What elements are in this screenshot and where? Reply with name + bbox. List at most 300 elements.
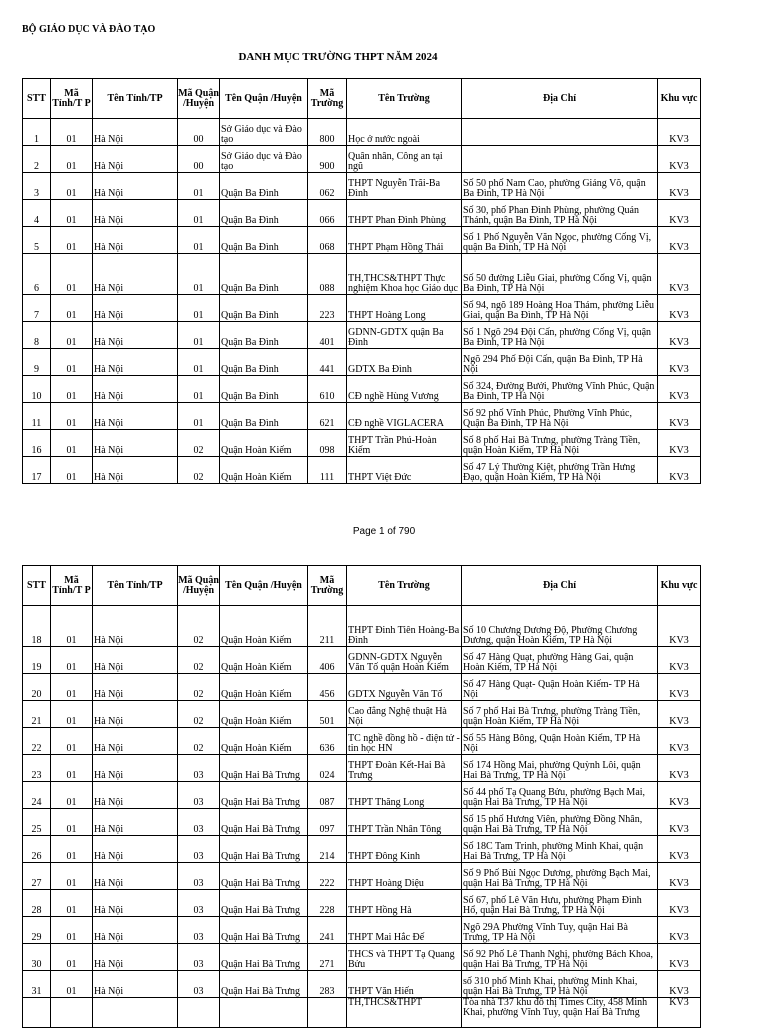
- cell-province-name: Hà Nội: [93, 809, 178, 836]
- cell-stt: 3: [23, 173, 51, 200]
- cell-school-code: 068: [308, 227, 347, 254]
- cell-district-code: 01: [178, 322, 220, 349]
- cell-district-name: Quận Ba Đình: [220, 254, 308, 295]
- cell-district-name: Quận Hoàn Kiếm: [220, 430, 308, 457]
- cell-stt: 22: [23, 728, 51, 755]
- cell-province-code: 01: [51, 173, 93, 200]
- cell-district-code: 03: [178, 755, 220, 782]
- cell-province-name: Hà Nội: [93, 146, 178, 173]
- cell-school-name: THPT Trần Phú-Hoàn Kiếm: [347, 430, 462, 457]
- cell-district-code: 01: [178, 403, 220, 430]
- cell-province-name: Hà Nội: [93, 295, 178, 322]
- cell-stt: 11: [23, 403, 51, 430]
- header-province-code: Mã Tỉnh/T P: [51, 79, 93, 119]
- cell-province-name: Hà Nội: [93, 944, 178, 971]
- cell-region: KV3: [658, 971, 701, 998]
- cell-school-name: THPT Thăng Long: [347, 782, 462, 809]
- cell-district-code: 02: [178, 457, 220, 484]
- header-school-code: Mã Trường: [308, 566, 347, 606]
- cell-stt: 20: [23, 674, 51, 701]
- cell-province-code: 01: [51, 457, 93, 484]
- table-row: [23, 119, 701, 146]
- cell-region: KV3: [658, 403, 701, 430]
- cell-province-code: 01: [51, 863, 93, 890]
- cell-district-name: Quận Hai Bà Trưng: [220, 782, 308, 809]
- cell-stt: 26: [23, 836, 51, 863]
- cell-school-code: 214: [308, 836, 347, 863]
- cell-region: KV3: [658, 998, 701, 1028]
- cell-province-name: Hà Nội: [93, 647, 178, 674]
- cell-school-name: Học ở nước ngoài: [347, 119, 462, 146]
- cell-stt: 5: [23, 227, 51, 254]
- cell-school-name: THPT Phạm Hồng Thái: [347, 227, 462, 254]
- cell-address: Số 47 Hàng Quạt- Quận Hoàn Kiếm- TP Hà Nội: [462, 674, 658, 701]
- cell-province-name: Hà Nội: [93, 890, 178, 917]
- cell-region: KV3: [658, 254, 701, 295]
- cell-province-code: 01: [51, 917, 93, 944]
- table-header-row: [23, 79, 701, 119]
- cell-school-name: TH,THCS&THPT Thực nghiệm Khoa học Giáo dục: [347, 254, 462, 295]
- cell-school-name: THPT Văn Hiến: [347, 971, 462, 998]
- table-row: [23, 200, 701, 227]
- cell-province-code: 01: [51, 119, 93, 146]
- cell-school-code: 097: [308, 809, 347, 836]
- cell-stt: 8: [23, 322, 51, 349]
- cell-province-name: Hà Nội: [93, 606, 178, 647]
- document-title: DANH MỤC TRƯỜNG THPT NĂM 2024: [238, 51, 438, 63]
- cell-address: Số 67, phố Lê Văn Hưu, phường Phạm Đình Hổ, quận Hai Bà Trưng, TP Hà Nội: [462, 890, 658, 917]
- cell-province-name: Hà Nội: [93, 917, 178, 944]
- cell-stt: 7: [23, 295, 51, 322]
- organization-name: BỘ GIÁO DỤC VÀ ĐÀO TẠO: [22, 24, 156, 35]
- header-province-name: Tên Tỉnh/TP: [93, 566, 178, 606]
- cell-school-name: THPT Nguyễn Trãi-Ba Đình: [347, 173, 462, 200]
- cell-district-name: Quận Hoàn Kiếm: [220, 674, 308, 701]
- table-row: [23, 376, 701, 403]
- cell-school-code: 441: [308, 349, 347, 376]
- header-address: Địa Chỉ: [462, 79, 658, 119]
- cell-school-code: 024: [308, 755, 347, 782]
- cell-address: Số 94, ngõ 189 Hoàng Hoa Thám, phường Liễu Giai, quận Ba Đình, TP Hà Nội: [462, 295, 658, 322]
- cell-region: KV3: [658, 890, 701, 917]
- cell-province-name: Hà Nội: [93, 430, 178, 457]
- cell-address: Số 1 Phố Nguyễn Văn Ngọc, phường Cống Vị, quận Ba Đình, TP Hà Nội: [462, 227, 658, 254]
- cell-district-name: Quận Hai Bà Trưng: [220, 917, 308, 944]
- cell-address: Số 92 Phố Lê Thanh Nghị, phường Bách Khoa, quận Hai Bà Trưng, TP Hà Nội: [462, 944, 658, 971]
- cell-region: KV3: [658, 322, 701, 349]
- cell-school-code: 636: [308, 728, 347, 755]
- table-row: [23, 606, 701, 647]
- cell-province-name: Hà Nội: [93, 755, 178, 782]
- cell-district-name: Quận Hai Bà Trưng: [220, 836, 308, 863]
- cell-province-name: Hà Nội: [93, 863, 178, 890]
- cell-school-name: THCS và THPT Tạ Quang Bửu: [347, 944, 462, 971]
- cell-province-code: 01: [51, 430, 93, 457]
- cell-region: KV3: [658, 200, 701, 227]
- cell-province-code: 01: [51, 227, 93, 254]
- cell-province-name: Hà Nội: [93, 971, 178, 998]
- cell-stt: 18: [23, 606, 51, 647]
- table-row: [23, 146, 701, 173]
- cell-address: Số 50 đường Liễu Giai, phường Cống Vị, quận Ba Đình, TP Hà Nội: [462, 254, 658, 295]
- table-row: [23, 403, 701, 430]
- table-row: [23, 863, 701, 890]
- header-address: Địa Chỉ: [462, 566, 658, 606]
- table-row: [23, 647, 701, 674]
- cell-province-code: 01: [51, 836, 93, 863]
- table-row: [23, 227, 701, 254]
- table-row: [23, 944, 701, 971]
- cell-region: KV3: [658, 782, 701, 809]
- cell-district-code: 01: [178, 200, 220, 227]
- cell-district-code: 01: [178, 376, 220, 403]
- cell-region: KV3: [658, 227, 701, 254]
- cell-address: Số 92 phố Vĩnh Phúc, Phường Vĩnh Phúc, Quận Ba Đình, TP Hà Nội: [462, 403, 658, 430]
- cell-province-name: Hà Nội: [93, 836, 178, 863]
- cell-district-name: Quận Ba Đình: [220, 322, 308, 349]
- cell-address: [462, 146, 658, 173]
- cell-province-name: Hà Nội: [93, 173, 178, 200]
- cell-district-name: Quận Ba Đình: [220, 295, 308, 322]
- cell-school-code: 621: [308, 403, 347, 430]
- cell-address: Số 44 phố Tạ Quang Bửu, phường Bạch Mai, quận Hai Bà Trưng, TP Hà Nội: [462, 782, 658, 809]
- table-row: [23, 254, 701, 295]
- cell-district-name: Quận Hoàn Kiếm: [220, 728, 308, 755]
- cell-district-name: Quận Hoàn Kiếm: [220, 647, 308, 674]
- cell-province-code: 01: [51, 295, 93, 322]
- cell-district-name: Quận Hai Bà Trưng: [220, 863, 308, 890]
- table-row: [23, 782, 701, 809]
- cell-district-name: Quận Ba Đình: [220, 173, 308, 200]
- cell-province-name: Hà Nội: [93, 403, 178, 430]
- cell-region: KV3: [658, 863, 701, 890]
- cell-stt: 24: [23, 782, 51, 809]
- header-district-name: Tên Quận /Huyện: [220, 79, 308, 119]
- cell-province-code: 01: [51, 728, 93, 755]
- cell-region: KV3: [658, 430, 701, 457]
- schools-table-page-2: [22, 565, 701, 1028]
- header-region: Khu vực: [658, 79, 701, 119]
- cell-school-name: TH,THCS&THPT: [347, 998, 462, 1028]
- table-row: [23, 890, 701, 917]
- cell-province-name: Hà Nội: [93, 674, 178, 701]
- cell-region: KV3: [658, 119, 701, 146]
- page-footer: Page 1 of 790: [352, 526, 416, 537]
- cell-school-code: 087: [308, 782, 347, 809]
- cell-district-code: 02: [178, 606, 220, 647]
- cell-school-code: 062: [308, 173, 347, 200]
- cell-school-code: 900: [308, 146, 347, 173]
- cell-address: Số 55 Hàng Bông, Quận Hoàn Kiếm, TP Hà Nội: [462, 728, 658, 755]
- cell-region: KV3: [658, 376, 701, 403]
- cell-province-name: Hà Nội: [93, 200, 178, 227]
- cell-district-name: Quận Hai Bà Trưng: [220, 890, 308, 917]
- cell-address: Ngõ 29A Phường Vĩnh Tuy, quận Hai Bà Trưng, TP Hà Nội: [462, 917, 658, 944]
- cell-stt: 1: [23, 119, 51, 146]
- cell-school-name: THPT Mai Hắc Đế: [347, 917, 462, 944]
- cell-school-code: 406: [308, 647, 347, 674]
- cell-region: KV3: [658, 349, 701, 376]
- header-province-code: Mã Tỉnh/T P: [51, 566, 93, 606]
- cell-region: KV3: [658, 647, 701, 674]
- cell-district-name: Sở Giáo dục và Đào tạo: [220, 119, 308, 146]
- cell-province-code: 01: [51, 376, 93, 403]
- cell-province-code: 01: [51, 971, 93, 998]
- cell-district-name: Quận Hai Bà Trưng: [220, 755, 308, 782]
- cell-district-code: 03: [178, 809, 220, 836]
- cell-district-code: 03: [178, 917, 220, 944]
- table-row: [23, 674, 701, 701]
- table-row: [23, 809, 701, 836]
- cell-district-name: Quận Ba Đình: [220, 349, 308, 376]
- cell-school-name: GDNN-GDTX quận Ba Đình: [347, 322, 462, 349]
- cell-stt: 25: [23, 809, 51, 836]
- cell-province-name: Hà Nội: [93, 728, 178, 755]
- cell-district-code: 03: [178, 890, 220, 917]
- cell-stt: 2: [23, 146, 51, 173]
- cell-province-code: 01: [51, 146, 93, 173]
- table-row: [23, 998, 701, 1028]
- cell-district-code: 02: [178, 728, 220, 755]
- cell-school-name: THPT Đinh Tiên Hoàng-Ba Đình: [347, 606, 462, 647]
- cell-district-name: Quận Hai Bà Trưng: [220, 944, 308, 971]
- cell-region: KV3: [658, 457, 701, 484]
- table-row: [23, 457, 701, 484]
- cell-school-code: 228: [308, 890, 347, 917]
- table-row: [23, 295, 701, 322]
- header-region: Khu vực: [658, 566, 701, 606]
- cell-region: KV3: [658, 728, 701, 755]
- cell-district-code: 03: [178, 863, 220, 890]
- cell-district-code: [178, 998, 220, 1028]
- header-school-name: Tên Trường: [347, 79, 462, 119]
- table-row: [23, 322, 701, 349]
- header-stt: STT: [23, 566, 51, 606]
- cell-province-code: 01: [51, 254, 93, 295]
- cell-school-code: 066: [308, 200, 347, 227]
- cell-region: KV3: [658, 701, 701, 728]
- cell-school-code: 456: [308, 674, 347, 701]
- cell-address: Số 8 phố Hai Bà Trưng, phường Tràng Tiền, quận Hoàn Kiếm, TP Hà Nội: [462, 430, 658, 457]
- cell-address: Số 7 phố Hai Bà Trưng, phường Tràng Tiền, quận Hoàn Kiếm, TP Hà Nội: [462, 701, 658, 728]
- cell-district-name: Quận Ba Đình: [220, 376, 308, 403]
- cell-district-code: 01: [178, 173, 220, 200]
- cell-address: Số 10 Chương Dương Độ, Phường Chương Dương, quận Hoàn Kiếm, TP Hà Nội: [462, 606, 658, 647]
- cell-school-name: THPT Hoàng Diệu: [347, 863, 462, 890]
- cell-province-code: 01: [51, 701, 93, 728]
- cell-school-name: THPT Hoàng Long: [347, 295, 462, 322]
- cell-address: Ngõ 294 Phố Đội Cấn, quận Ba Đình, TP Hà Nội: [462, 349, 658, 376]
- cell-region: KV3: [658, 606, 701, 647]
- cell-school-name: THPT Đông Kinh: [347, 836, 462, 863]
- cell-region: KV3: [658, 146, 701, 173]
- cell-address: Số 1 Ngõ 294 Đội Cấn, phường Cống Vị, quận Ba Đình, TP Hà Nội: [462, 322, 658, 349]
- cell-province-name: Hà Nội: [93, 457, 178, 484]
- cell-province-code: 01: [51, 403, 93, 430]
- cell-district-name: Quận Hoàn Kiếm: [220, 457, 308, 484]
- cell-district-code: 01: [178, 227, 220, 254]
- cell-stt: 4: [23, 200, 51, 227]
- cell-address: Số 324, Đường Bưởi, Phường Vĩnh Phúc, Quận Ba Đình, TP Hà Nội: [462, 376, 658, 403]
- table-row: [23, 755, 701, 782]
- cell-district-code: 01: [178, 349, 220, 376]
- cell-school-code: 223: [308, 295, 347, 322]
- cell-province-name: [93, 998, 178, 1028]
- cell-province-code: 01: [51, 606, 93, 647]
- cell-province-name: Hà Nội: [93, 782, 178, 809]
- cell-school-code: 283: [308, 971, 347, 998]
- cell-school-code: 610: [308, 376, 347, 403]
- cell-district-code: 02: [178, 674, 220, 701]
- cell-province-name: Hà Nội: [93, 227, 178, 254]
- cell-province-code: 01: [51, 944, 93, 971]
- cell-school-code: 111: [308, 457, 347, 484]
- cell-province-code: 01: [51, 890, 93, 917]
- cell-stt: 16: [23, 430, 51, 457]
- cell-school-name: GDTX Ba Đình: [347, 349, 462, 376]
- header-district-code: Mã Quận /Huyện: [178, 79, 220, 119]
- table-row: [23, 728, 701, 755]
- cell-district-code: 01: [178, 295, 220, 322]
- cell-school-name: THPT Phan Đình Phùng: [347, 200, 462, 227]
- cell-school-name: THPT Hồng Hà: [347, 890, 462, 917]
- cell-province-code: 01: [51, 349, 93, 376]
- cell-district-name: Quận Ba Đình: [220, 227, 308, 254]
- cell-province-name: Hà Nội: [93, 254, 178, 295]
- cell-stt: 19: [23, 647, 51, 674]
- cell-stt: 31: [23, 971, 51, 998]
- cell-address: số 310 phố Minh Khai, phường Minh Khai, quận Hai Bà Trưng, TP Hà Nội: [462, 971, 658, 998]
- cell-district-code: 03: [178, 971, 220, 998]
- header-stt: STT: [23, 79, 51, 119]
- cell-stt: 23: [23, 755, 51, 782]
- cell-district-code: 03: [178, 782, 220, 809]
- cell-province-name: Hà Nội: [93, 349, 178, 376]
- cell-stt: 10: [23, 376, 51, 403]
- header-district-name: Tên Quận /Huyện: [220, 566, 308, 606]
- cell-district-code: 00: [178, 119, 220, 146]
- schools-table-page-1: [22, 78, 701, 484]
- cell-school-code: 241: [308, 917, 347, 944]
- cell-stt: 27: [23, 863, 51, 890]
- cell-address: Số 15 phố Hương Viên, phường Đồng Nhân, quận Hai Bà Trưng, TP Hà Nội: [462, 809, 658, 836]
- cell-district-code: 02: [178, 647, 220, 674]
- cell-province-name: Hà Nội: [93, 376, 178, 403]
- cell-region: KV3: [658, 674, 701, 701]
- cell-address: Số 50 phố Nam Cao, phường Giảng Võ, quận Ba Đình, TP Hà Nội: [462, 173, 658, 200]
- cell-district-name: Quận Hoàn Kiếm: [220, 701, 308, 728]
- cell-province-code: [51, 998, 93, 1028]
- cell-school-name: CĐ nghề Hùng Vương: [347, 376, 462, 403]
- cell-address: [462, 119, 658, 146]
- cell-school-code: 098: [308, 430, 347, 457]
- header-district-code: Mã Quận /Huyện: [178, 566, 220, 606]
- header-school-code: Mã Trường: [308, 79, 347, 119]
- table-row: [23, 430, 701, 457]
- cell-province-code: 01: [51, 200, 93, 227]
- cell-region: KV3: [658, 809, 701, 836]
- cell-stt: 28: [23, 890, 51, 917]
- cell-district-code: 00: [178, 146, 220, 173]
- cell-school-name: TC nghề đồng hồ - điện tử - tin học HN: [347, 728, 462, 755]
- cell-school-name: THPT Việt Đức: [347, 457, 462, 484]
- cell-province-code: 01: [51, 647, 93, 674]
- cell-school-code: 501: [308, 701, 347, 728]
- cell-stt: 29: [23, 917, 51, 944]
- cell-school-code: 271: [308, 944, 347, 971]
- cell-province-code: 01: [51, 674, 93, 701]
- cell-school-code: 222: [308, 863, 347, 890]
- cell-school-code: 401: [308, 322, 347, 349]
- table-row: [23, 349, 701, 376]
- cell-district-code: 01: [178, 254, 220, 295]
- cell-address: Số 47 Lý Thường Kiệt, phường Trần Hưng Đạo, quận Hoàn Kiếm, TP Hà Nội: [462, 457, 658, 484]
- table-row: [23, 836, 701, 863]
- cell-stt: 17: [23, 457, 51, 484]
- cell-address: Số 47 Hàng Quạt, phường Hàng Gai, quận Hoàn Kiếm, TP Hà Nội: [462, 647, 658, 674]
- cell-school-name: GDNN-GDTX Nguyễn Văn Tố quận Hoàn Kiếm: [347, 647, 462, 674]
- cell-region: KV3: [658, 755, 701, 782]
- table-row: [23, 917, 701, 944]
- cell-region: KV3: [658, 944, 701, 971]
- cell-address: Số 30, phố Phan Đình Phùng, phường Quán Thánh, quận Ba Đình, TP Hà Nội: [462, 200, 658, 227]
- cell-school-name: Quân nhân, Công an tại ngũ: [347, 146, 462, 173]
- cell-province-name: Hà Nội: [93, 701, 178, 728]
- cell-province-code: 01: [51, 755, 93, 782]
- cell-district-name: Quận Hoàn Kiếm: [220, 606, 308, 647]
- cell-stt: 9: [23, 349, 51, 376]
- cell-district-code: 03: [178, 944, 220, 971]
- cell-school-code: [308, 998, 347, 1028]
- cell-school-name: CĐ nghề VIGLACERA: [347, 403, 462, 430]
- cell-school-name: GDTX Nguyễn Văn Tố: [347, 674, 462, 701]
- cell-province-code: 01: [51, 322, 93, 349]
- cell-district-name: Quận Hai Bà Trưng: [220, 971, 308, 998]
- cell-region: KV3: [658, 836, 701, 863]
- cell-address: Số 18C Tam Trinh, phường Minh Khai, quận Hai Bà Trưng, TP Hà Nội: [462, 836, 658, 863]
- cell-region: KV3: [658, 295, 701, 322]
- header-province-name: Tên Tỉnh/TP: [93, 79, 178, 119]
- cell-district-name: Quận Ba Đình: [220, 403, 308, 430]
- cell-school-code: 800: [308, 119, 347, 146]
- cell-address: Số 174 Hồng Mai, phường Quỳnh Lôi, quận Hai Bà Trưng, TP Hà Nội: [462, 755, 658, 782]
- cell-province-code: 01: [51, 809, 93, 836]
- cell-region: KV3: [658, 173, 701, 200]
- cell-region: KV3: [658, 917, 701, 944]
- cell-stt: 6: [23, 254, 51, 295]
- cell-school-code: 211: [308, 606, 347, 647]
- cell-province-name: Hà Nội: [93, 322, 178, 349]
- table-row: [23, 971, 701, 998]
- cell-school-name: THPT Đoàn Kết-Hai Bà Trưng: [347, 755, 462, 782]
- cell-district-name: Quận Hai Bà Trưng: [220, 809, 308, 836]
- cell-district-name: [220, 998, 308, 1028]
- cell-address: Tòa nhà T37 khu đô thị Times City, 458 Minh Khai, phường Vĩnh Tuy, quận Hai Bà Trưng: [462, 998, 658, 1028]
- cell-stt: 30: [23, 944, 51, 971]
- cell-province-code: 01: [51, 782, 93, 809]
- cell-district-code: 02: [178, 701, 220, 728]
- cell-district-code: 02: [178, 430, 220, 457]
- cell-district-name: Sở Giáo dục và Đào tạo: [220, 146, 308, 173]
- table-row: [23, 701, 701, 728]
- cell-school-code: 088: [308, 254, 347, 295]
- cell-school-name: Cao đẳng Nghệ thuật Hà Nội: [347, 701, 462, 728]
- cell-stt: 21: [23, 701, 51, 728]
- table-row: [23, 173, 701, 200]
- cell-stt: [23, 998, 51, 1028]
- cell-address: Số 9 Phố Bùi Ngọc Dương, phường Bạch Mai, quận Hai Bà Trưng, TP Hà Nội: [462, 863, 658, 890]
- cell-school-name: THPT Trần Nhân Tông: [347, 809, 462, 836]
